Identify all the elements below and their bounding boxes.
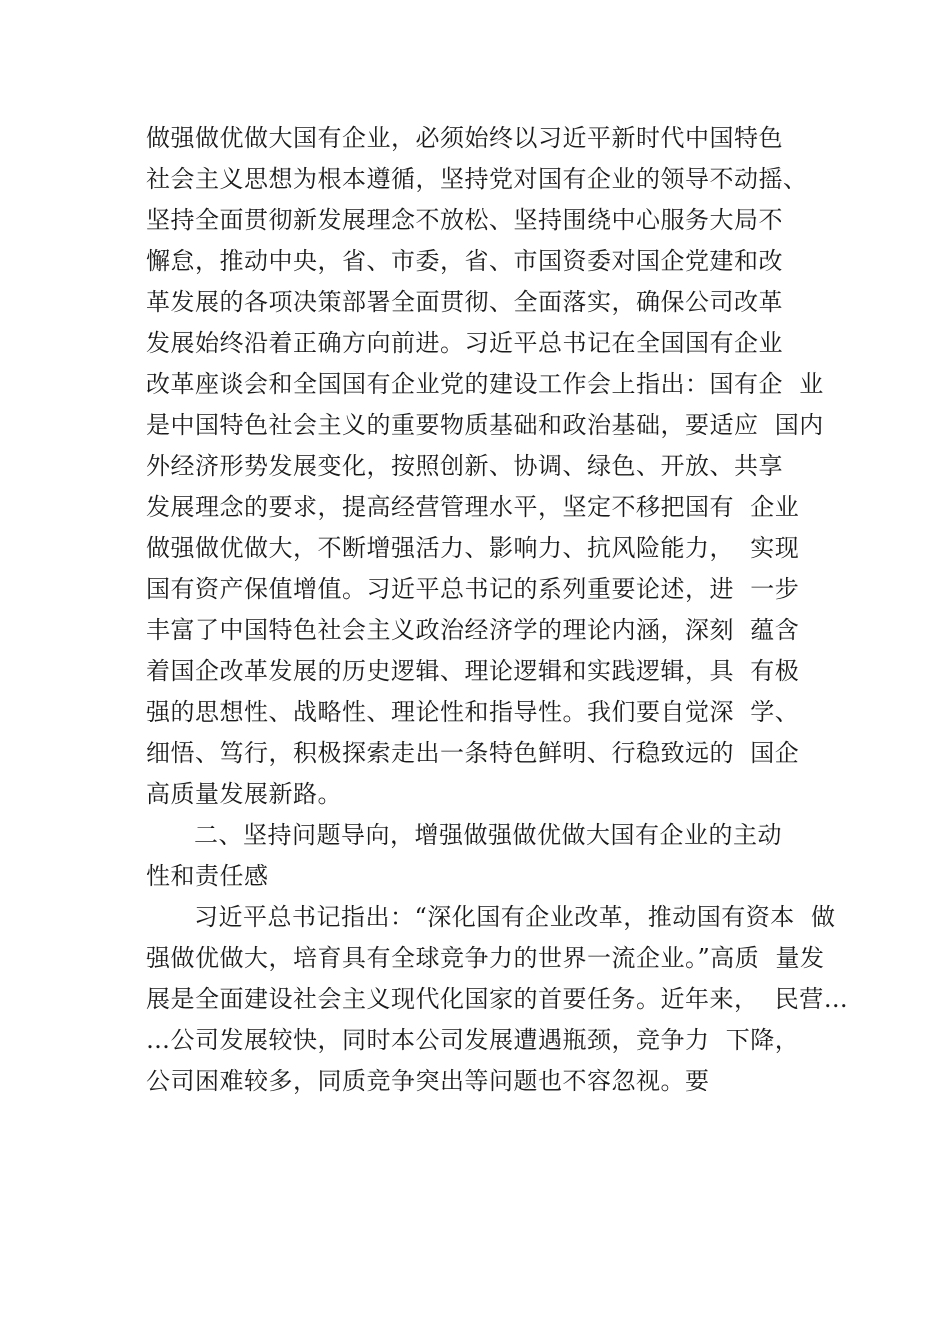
paragraph-line: 国有资产保值增值。习近平总书记的系列重要论述，进 一步 xyxy=(146,575,800,603)
paragraph-line: 坚持全面贯彻新发展理念不放松、坚持围绕中心服务大局不 xyxy=(146,206,783,234)
paragraph-line: 外经济形势发展变化，按照创新、协调、绿色、开放、共享 xyxy=(146,452,783,480)
paragraph-line: 丰富了中国特色社会主义政治经济学的理论内涵，深刻 蕴含 xyxy=(146,616,800,644)
paragraph-line: …公司发展较快，同时本公司发展遭遇瓶颈，竞争力 下降， xyxy=(146,1026,800,1054)
paragraph-line: 展是全面建设社会主义现代化国家的首要任务。近年来， 民营… xyxy=(146,985,849,1013)
paragraph-line: 高质量发展新路。 xyxy=(146,780,342,808)
paragraph-line: 公司困难较多，同质竞争突出等问题也不容忽视。要 xyxy=(146,1067,710,1095)
document-body xyxy=(146,118,849,1102)
paragraph-line: 着国企改革发展的历史逻辑、理论逻辑和实践逻辑，具 有极 xyxy=(146,657,800,685)
paragraph-line: 革发展的各项决策部署全面贯彻、全面落实，确保公司改革 xyxy=(146,288,783,316)
paragraph-line: 细悟、笃行，积极探索走出一条特色鲜明、行稳致远的 国企 xyxy=(146,739,800,767)
paragraph-line: 强的思想性、战略性、理论性和指导性。我们要自觉深 学、 xyxy=(146,698,800,726)
section-heading-line: 二、坚持问题导向，增强做强做优做大国有企业的主动 xyxy=(194,821,782,849)
paragraph-line: 是中国特色社会主义的重要物质基础和政治基础，要适应 国内 xyxy=(146,411,824,439)
paragraph-line: 社会主义思想为根本遵循，坚持党对国有企业的领导不动摇、 xyxy=(146,165,808,193)
paragraph-line: 懈怠，推动中央，省、市委，省、市国资委对国企党建和改 xyxy=(146,247,783,275)
paragraph-line: 发展始终沿着正确方向前进。习近平总书记在全国国有企业 xyxy=(146,329,783,357)
paragraph-line: 强做优做大，培育具有全球竞争力的世界一流企业。”高质 量发 xyxy=(146,944,825,972)
paragraph-line: 做强做优做大，不断增强活力、影响力、抗风险能力， 实现 xyxy=(146,534,800,562)
section-heading-line: 性和责任感 xyxy=(146,862,269,890)
paragraph-line: 习近平总书记指出：“深化国有企业改革，推动国有资本 做 xyxy=(194,903,836,931)
paragraph-line: 做强做优做大国有企业，必须始终以习近平新时代中国特色 xyxy=(146,124,783,152)
paragraph-line: 改革座谈会和全国国有企业党的建设工作会上指出：国有企 业 xyxy=(146,370,824,398)
paragraph-line: 发展理念的要求，提高经营管理水平，坚定不移把国有 企业 xyxy=(146,493,800,521)
